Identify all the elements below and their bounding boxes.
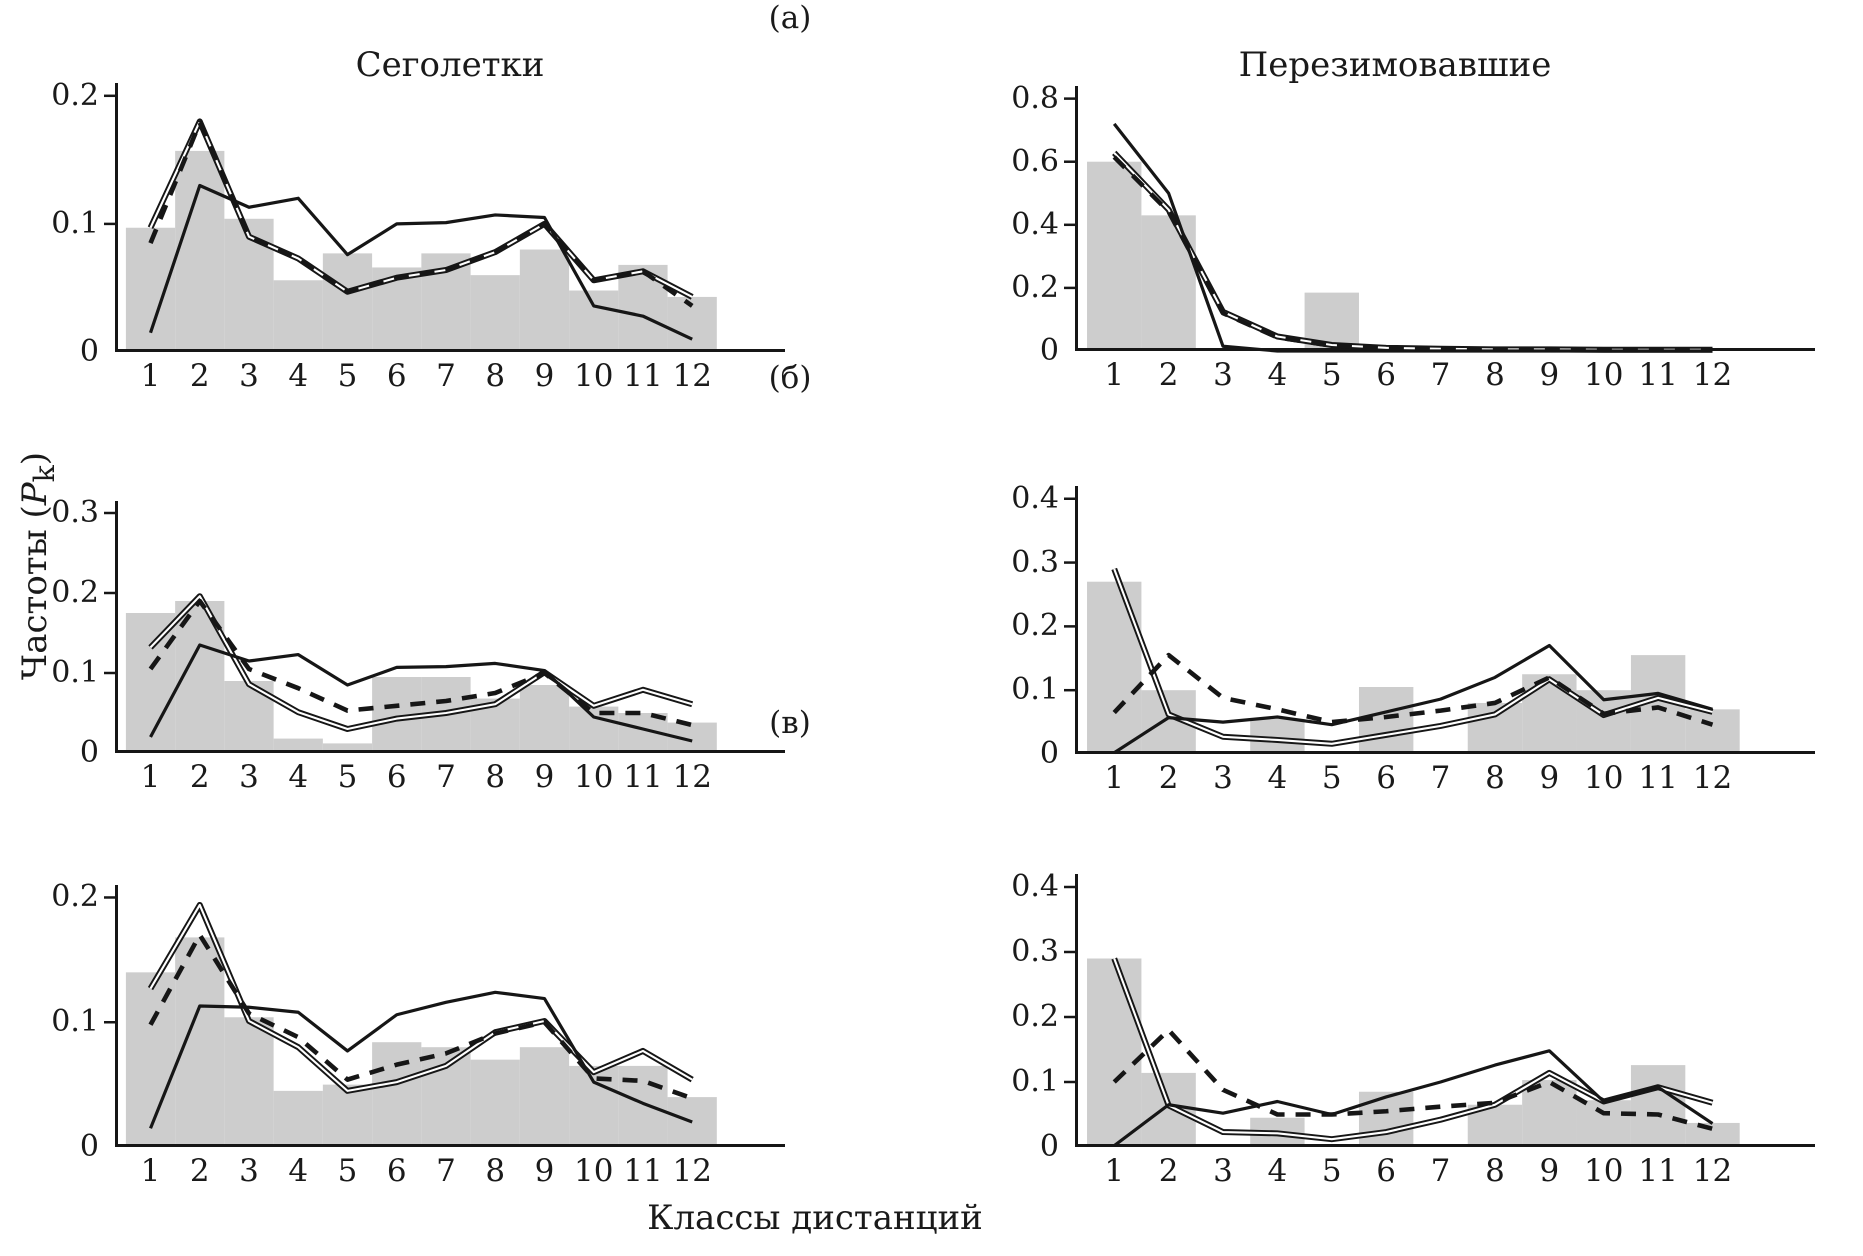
x-category-label: 4 [1267,760,1288,796]
bar [520,1047,569,1147]
x-category-label: 10 [1583,357,1624,393]
y-tick-label: 0 [1039,736,1059,771]
y-tick-label: 0 [79,1129,99,1164]
x-category-label: 1 [1104,357,1125,393]
plot-area [115,885,785,1147]
y-tick-label: 0.1 [1011,672,1059,708]
x-category-label: 5 [1321,1153,1342,1189]
plot-area [1075,486,1815,754]
x-category-label: 5 [337,358,358,394]
x-axis-label: Классы дистанций [647,1198,983,1238]
y-tick-label: 0.4 [1011,206,1059,242]
x-category-label: 8 [485,759,506,795]
y-tick-label: 0.2 [51,879,99,915]
x-category-label: 1 [140,1153,161,1189]
bar [126,228,175,352]
x-category-label: 7 [436,1153,456,1189]
x-category-label: 2 [1158,1153,1179,1189]
y-tick-label: 0.2 [1011,999,1059,1034]
x-category-label: 8 [1485,760,1505,796]
bar [1087,959,1141,1148]
x-category-label: 6 [1376,760,1397,796]
x-category-label: 3 [1213,357,1233,393]
row-label-b: (б) [768,360,812,396]
bar [1522,674,1576,754]
bar [1087,582,1141,754]
x-category-label: 3 [239,358,259,394]
y-tick-label: 0.2 [51,77,99,113]
x-category-label: 3 [239,759,259,795]
y-tick-label: 0.4 [1011,869,1059,904]
x-category-label: 6 [386,1153,407,1189]
x-category-label: 4 [1267,1153,1288,1189]
bar [175,151,224,352]
x-category-label: 4 [288,358,309,394]
x-category-label: 3 [1213,1153,1233,1189]
bar [520,685,569,753]
x-category-label: 6 [1376,357,1397,393]
x-category-label: 5 [1321,357,1342,393]
bar [323,253,372,352]
x-category-label: 9 [534,1153,555,1189]
bar [520,250,569,352]
x-category-label: 2 [189,759,210,795]
x-category-label: 1 [140,358,161,394]
x-category-label: 12 [1692,1153,1733,1189]
bar [274,280,323,352]
bar [126,613,175,753]
x-category-label: 5 [337,1153,358,1189]
bar [274,1091,323,1147]
x-category-label: 9 [1539,760,1560,796]
bar [1631,1065,1685,1147]
bar [224,1017,273,1147]
panel-a-left [51,77,785,394]
x-category-label: 6 [386,358,407,394]
bar [471,1060,520,1147]
x-category-label: 8 [1485,357,1505,393]
y-tick-label: 0.8 [1011,80,1059,116]
y-tick-label: 0.1 [51,205,99,241]
x-category-label: 8 [485,1153,506,1189]
x-category-label: 9 [1539,1153,1560,1189]
y-tick-label: 0.3 [51,495,99,530]
series-double-line-core [1114,153,1712,350]
panel-c-left [51,879,785,1189]
y-tick-label: 0.2 [1011,608,1059,644]
bar [1685,709,1739,754]
bar [1359,1092,1413,1147]
x-category-label: 10 [573,759,614,795]
x-category-label: 11 [1638,760,1678,796]
bar [569,291,618,352]
x-category-label: 1 [1104,760,1125,796]
x-category-label: 7 [1430,1153,1451,1189]
y-tick-label: 0 [79,735,99,770]
y-tick-label: 0 [1039,333,1059,368]
x-category-label: 2 [189,358,210,394]
x-category-label: 12 [672,358,712,394]
bar [471,275,520,352]
x-category-label: 1 [1104,1153,1125,1189]
x-category-label: 9 [534,358,555,394]
x-category-label: 7 [436,759,456,795]
bar [421,1047,470,1147]
y-axis-variable: P [15,482,55,506]
x-category-label: 11 [1638,1153,1678,1189]
bar [1087,162,1141,351]
x-category-label: 7 [436,358,456,394]
row-label-c: (в) [769,705,811,741]
bar [372,1042,421,1147]
x-category-label: 4 [288,1153,309,1189]
x-category-label: 7 [1430,760,1451,796]
panel-b-left [51,495,785,795]
y-axis-subscript: k [27,465,61,483]
y-tick-label: 0.1 [51,1004,99,1040]
x-category-label: 12 [672,759,712,795]
y-tick-label: 0 [79,334,99,369]
plot-area [115,83,785,352]
y-tick-label: 0.6 [1011,143,1059,179]
x-category-label: 4 [1267,357,1288,393]
bar [1577,1100,1631,1147]
row-label-a: (а) [768,0,812,36]
column-title-yearlings: Сеголетки [355,45,545,85]
bar [126,972,175,1147]
x-category-label: 1 [140,759,161,795]
x-category-label: 11 [623,1153,663,1189]
y-tick-label: 0.1 [51,655,99,690]
x-category-label: 6 [386,759,407,795]
x-category-label: 3 [1213,760,1233,796]
x-category-label: 11 [623,759,663,795]
x-category-label: 2 [1158,357,1179,393]
y-tick-label: 0.4 [1011,480,1059,516]
series-dashed-line [1114,157,1712,350]
x-category-label: 9 [1539,357,1560,393]
y-tick-label: 0 [1039,1129,1059,1164]
y-tick-label: 0.2 [51,575,99,610]
panel-b-right [1011,480,1815,796]
x-category-label: 12 [1692,357,1733,393]
bar [1468,703,1522,754]
x-category-label: 6 [1376,1153,1397,1189]
x-category-label: 10 [573,1153,614,1189]
y-axis-label: Частоты $(P_k)$ [15,451,61,681]
bar [1141,215,1195,351]
series-thin-line [1114,124,1712,351]
x-category-label: 10 [1583,760,1624,796]
bar [323,1085,372,1147]
series-double-line-outer [1114,153,1712,350]
x-category-label: 11 [1638,357,1678,393]
plot-area [115,501,785,753]
panel-a-right [1011,80,1815,393]
x-category-label: 11 [623,358,663,394]
x-category-label: 10 [1583,1153,1624,1189]
bar [1141,1073,1195,1147]
x-category-label: 8 [1485,1153,1505,1189]
y-tick-label: 0.3 [1011,544,1059,580]
x-category-label: 10 [573,358,614,394]
panel-c-right [1011,869,1815,1189]
x-category-label: 8 [485,358,506,394]
y-tick-label: 0.3 [1011,934,1059,969]
x-category-label: 2 [1158,760,1179,796]
x-category-label: 7 [1430,357,1451,393]
x-category-label: 4 [288,759,309,795]
x-category-label: 12 [672,1153,712,1189]
x-category-label: 5 [1321,760,1342,796]
x-category-label: 12 [1692,760,1733,796]
y-tick-label: 0.1 [1011,1064,1059,1099]
column-title-overwintered: Перезимовавшие [1238,45,1552,85]
y-tick-label: 0.2 [1011,269,1059,305]
plot-area [1075,874,1815,1147]
x-category-label: 5 [337,759,358,795]
x-category-label: 3 [239,1153,259,1189]
plot-area [1075,86,1815,351]
x-category-label: 9 [534,759,555,795]
x-category-label: 2 [189,1153,210,1189]
